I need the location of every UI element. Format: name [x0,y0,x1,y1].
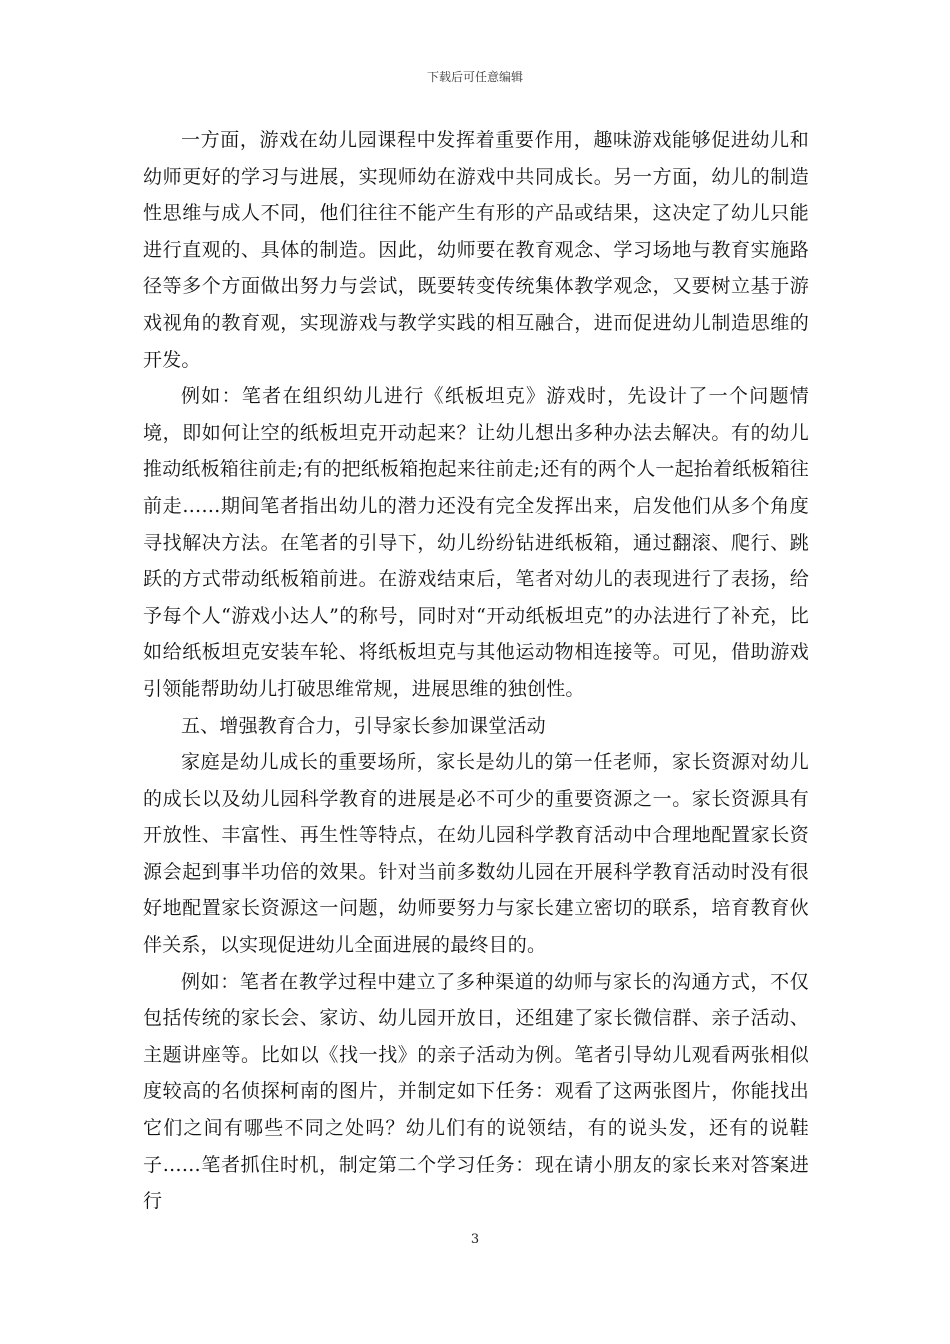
body-text [143,122,809,1220]
paragraph-family-resources: 家庭是幼儿成长的重要场所，家长是幼儿的第一任老师，家长资源对幼儿的成长以及幼儿园科学教育的进展是必不可少的重要资源之一。家长资源具有开放性、丰富性、再生性等特点，在幼儿园科学教育活动中合理地配置家长资源会起到事半功倍的效果。针对当前多数幼儿园在开展科学教育活动时没有很好地配置家长资源这一问题，幼师要努力与家长建立密切的联系，培育教育伙伴关系，以实现促进幼儿全面进展的最终目的。 [143,751,809,957]
paragraph-cardboard-tank-example: 例如：笔者在组织幼儿进行《纸板坦克》游戏时，先设计了一个问题情境，即如何让空的纸板坦克开动起来？让幼儿想出多种办法去解决。有的幼儿推动纸板箱往前走;有的把纸板箱抱起来往前走;还有的两个人一起抬着纸板箱往前走……期间笔者指出幼儿的潜力还没有完全发挥出来，启发他们从多个角度寻找解决方法。在笔者的引导下，幼儿纷纷钻进纸板箱，通过翻滚、爬行、跳跃的方式带动纸板箱前进。在游戏结束后，笔者对幼儿的表现进行了表扬，给予每个人“游戏小达人”的称号，同时对“开动纸板坦克”的办法进行了补充，比如给纸板坦克安装车轮、将纸板坦克与其他运动物相连接等。可见，借助游戏引领能帮助幼儿打破思维常规，进展思维的独创性。 [143,385,810,700]
page-number: 3 [470,1232,480,1247]
paragraph-game-curriculum: 一方面，游戏在幼儿园课程中发挥着重要作用，趣味游戏能够促进幼儿和幼师更好的学习与进展，实现师幼在游戏中共同成长。另一方面，幼儿的制造性思维与成人不同，他们往往不能产生有形的产品或结果，这决定了幼儿只能进行直观的、具体的制造。因此，幼师要在教育观念、学习场地与教育实施路径等多个方面做出努力与尝试，既要转变传统集体教学观念，又要树立基于游戏视角的教育观，实现游戏与教学实践的相互融合，进而促进幼儿制造思维的开发。 [143,129,809,371]
section-heading-five: 五、增强教育合力，引导家长参加课堂活动 [181,714,546,737]
page-header: 下载后可任意编辑 [426,70,523,84]
paragraph-parent-communication-example: 例如：笔者在教学过程中建立了多种渠道的幼师与家长的沟通方式，不仅包括传统的家长会、家访、幼儿园开放日，还组建了家长微信群、亲子活动、主题讲座等。比如以《找一找》的亲子活动为例。笔者引导幼儿观看两张相似度较高的名侦探柯南的图片，并制定如下任务：观看了这两张图片，你能找出它们之间有哪些不同之处吗？幼儿们有的说领结，有的说头发，还有的说鞋子……笔者抓住时机，制定第二个学习任务：现在请小朋友的家长来对答案进行 [143,970,809,1213]
